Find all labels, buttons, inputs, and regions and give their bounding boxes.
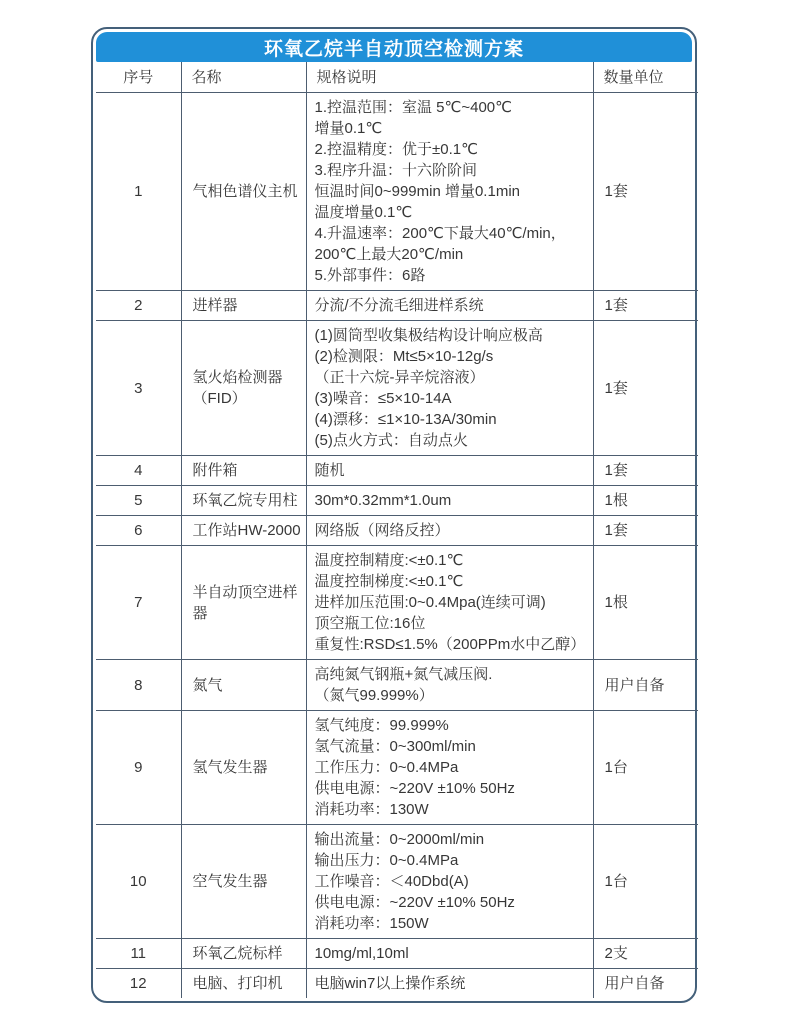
spec-sheet-card: [91, 27, 697, 1003]
spec-line: 氢气纯度：99.999%: [314, 717, 449, 734]
header-name: 名称: [181, 62, 306, 93]
spec-cell: [306, 486, 593, 516]
seq-cell: 5: [96, 486, 181, 516]
spec-line: 增量0.1℃: [314, 120, 383, 137]
qty-cell: 1根: [593, 546, 698, 660]
spec-line: 温度控制梯度:<±0.1℃: [314, 573, 464, 590]
table-body: [96, 93, 698, 999]
spec-line: 消耗功率：130W: [314, 801, 429, 818]
seq-cell: 4: [96, 456, 181, 486]
spec-line: 10mg/ml,10ml: [314, 945, 409, 962]
spec-line: 3.程序升温：十六阶阶间: [314, 162, 478, 179]
spec-line: 分流/不分流毛细进样系统: [314, 297, 484, 314]
qty-cell: 1套: [593, 93, 698, 291]
spec-line: 1.控温范围：室温 5℃~400℃: [314, 99, 512, 116]
header-spec: 规格说明: [306, 62, 593, 93]
spec-cell: [306, 711, 593, 825]
spec-cell: [306, 516, 593, 546]
spec-line: 消耗功率：150W: [314, 915, 429, 932]
spec-line: 输出流量：0~2000ml/min: [314, 831, 485, 848]
spec-line: 5.外部事件：6路: [314, 267, 426, 284]
table-row: [96, 516, 698, 546]
table-row: [96, 660, 698, 711]
seq-cell: 2: [96, 291, 181, 321]
spec-line: (4)漂移：≤1×10-13A/30min: [314, 411, 497, 428]
spec-line: 网络版（网络反控）: [314, 522, 450, 539]
spec-line: 重复性:RSD≤1.5%（200PPm水中乙醇）: [314, 636, 586, 653]
spec-line: 氢气流量：0~300ml/min: [314, 738, 476, 755]
table-row: [96, 939, 698, 969]
spec-cell: [306, 456, 593, 486]
header-seq: 序号: [96, 62, 181, 93]
spec-line: (1)圆筒型收集极结构设计响应极高: [314, 327, 543, 344]
spec-line: 4.升温速率：200℃下最大40℃/min，: [314, 225, 566, 242]
spec-line: 2.控温精度：优于±0.1℃: [314, 141, 478, 158]
name-cell: 环氧乙烷专用柱: [181, 486, 306, 516]
spec-line: 顶空瓶工位:16位: [314, 615, 426, 632]
spec-cell: [306, 825, 593, 939]
table-row: [96, 486, 698, 516]
name-cell: 气相色谱仪主机: [181, 93, 306, 291]
name-cell: 进样器: [181, 291, 306, 321]
seq-cell: 8: [96, 660, 181, 711]
spec-cell: [306, 546, 593, 660]
spec-line: 供电电源：~220V ±10% 50Hz: [314, 894, 515, 911]
qty-cell: 1台: [593, 825, 698, 939]
seq-cell: 1: [96, 93, 181, 291]
name-cell: 电脑、打印机: [181, 969, 306, 999]
table-row: [96, 969, 698, 999]
name-cell: 氢气发生器: [181, 711, 306, 825]
name-cell: 氮气: [181, 660, 306, 711]
spec-line: (5)点火方式：自动点火: [314, 432, 468, 449]
spec-cell: [306, 291, 593, 321]
name-cell: 工作站HW-2000: [181, 516, 306, 546]
spec-table: [96, 62, 698, 998]
header-qty: 数量单位: [593, 62, 698, 93]
name-cell: 氢火焰检测器（FID）: [181, 321, 306, 456]
table-row: [96, 711, 698, 825]
title-bar: [96, 32, 692, 62]
spec-line: 30m*0.32mm*1.0um: [314, 492, 452, 509]
page-title: 环氧乙烷半自动顶空检测方案: [263, 38, 524, 60]
spec-line: (2)检测限：Mt≤5×10-12g/s: [314, 348, 494, 365]
spec-line: 200℃上最大20℃/min: [314, 246, 464, 263]
seq-cell: 12: [96, 969, 181, 999]
spec-line: （正十六烷-异辛烷溶液）: [314, 369, 485, 386]
spec-line: （氮气99.999%）: [314, 687, 434, 704]
qty-cell: 2支: [593, 939, 698, 969]
seq-cell: 10: [96, 825, 181, 939]
seq-cell: 6: [96, 516, 181, 546]
spec-line: 随机: [314, 462, 345, 479]
spec-line: 温度控制精度:<±0.1℃: [314, 552, 464, 569]
spec-line: 输出压力：0~0.4MPa: [314, 852, 459, 869]
name-cell: 环氧乙烷标样: [181, 939, 306, 969]
qty-cell: 1套: [593, 456, 698, 486]
name-cell: 半自动顶空进样器: [181, 546, 306, 660]
qty-cell: 1套: [593, 516, 698, 546]
spec-line: (3)噪音：≤5×10-14A: [314, 390, 452, 407]
spec-line: 工作压力：0~0.4MPa: [314, 759, 459, 776]
table-row: [96, 546, 698, 660]
table-row: [96, 93, 698, 291]
spec-cell: [306, 969, 593, 999]
qty-cell: 1套: [593, 321, 698, 456]
spec-cell: [306, 93, 593, 291]
spec-line: 电脑win7以上操作系统: [314, 975, 466, 992]
name-cell: 空气发生器: [181, 825, 306, 939]
spec-line: 工作噪音：＜40Dbd(A): [314, 873, 469, 890]
qty-cell: 1套: [593, 291, 698, 321]
spec-cell: [306, 321, 593, 456]
qty-cell: 用户自备: [593, 969, 698, 999]
name-cell: 附件箱: [181, 456, 306, 486]
qty-cell: 1台: [593, 711, 698, 825]
qty-cell: 用户自备: [593, 660, 698, 711]
seq-cell: 3: [96, 321, 181, 456]
table-row: [96, 291, 698, 321]
spec-line: 恒温时间0~999min 增量0.1min: [314, 183, 520, 200]
spec-cell: [306, 939, 593, 969]
seq-cell: 9: [96, 711, 181, 825]
seq-cell: 7: [96, 546, 181, 660]
table-row: [96, 321, 698, 456]
qty-cell: 1根: [593, 486, 698, 516]
spec-line: 进样加压范围:0~0.4Mpa(连续可调): [314, 594, 546, 611]
table-row: [96, 456, 698, 486]
spec-line: 温度增量0.1℃: [314, 204, 413, 221]
spec-line: 高纯氮气钢瓶+氮气减压阀.: [314, 666, 493, 683]
seq-cell: 11: [96, 939, 181, 969]
spec-cell: [306, 660, 593, 711]
spec-line: 供电电源：~220V ±10% 50Hz: [314, 780, 515, 797]
table-row: [96, 825, 698, 939]
table-header-row: [96, 62, 698, 93]
